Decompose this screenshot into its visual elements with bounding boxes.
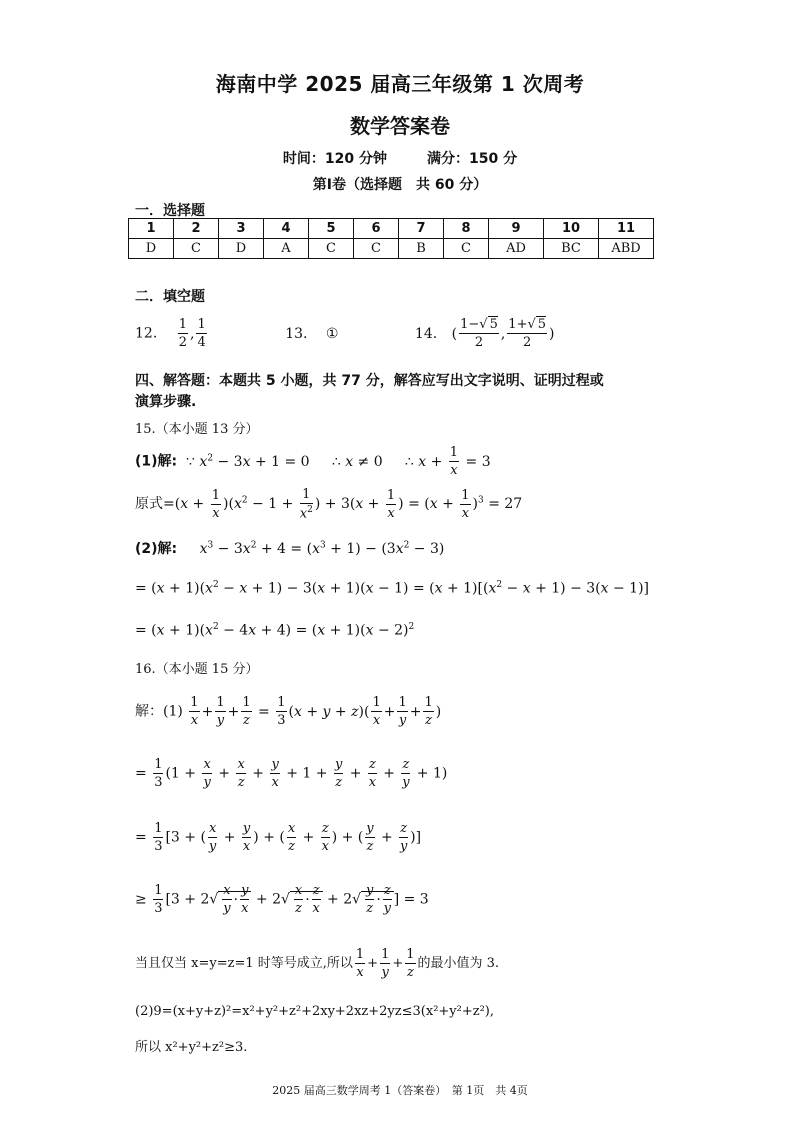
q16-equality-line: 当且仅当 x=y=z=1 时等号成立,所以 $\frac{1}{x}$ + $\frac{1}{y}$ + $\frac{1}{z}$ 的最小值为 3. — [135, 947, 500, 980]
q13-answer: ① — [325, 325, 339, 342]
q16-step-2: = $\frac{1}{3}$ (1 + $\frac{x}{y}$ + $\frac{x}{z}$ + $\frac{y}{x}$ + 1 + $\frac{y}{z}$ + $\frac{z}{x}$ + $\frac{z}{y}$ + 1) — [135, 757, 448, 790]
q15-label: 15.（本小题 13 分） — [135, 422, 259, 437]
q16-step-1 — [135, 696, 441, 727]
q12-answer: $\frac{1}{2}$ , $\frac{1}{4}$ — [178, 317, 206, 350]
q-number: 3 — [219, 219, 264, 239]
section-choice-heading: 一．选择题 — [135, 203, 205, 219]
q15-part2-tag: (2)解: — [135, 541, 178, 557]
q15-original-math: (x + $\frac{1}{x}$ )($x^2 - 1$ + $\frac{1}{x^2}$ ) + 3(x + $\frac{1}{x}$ ) = (x + $\frac{1}{x}$ )$^3$ = 27 — [174, 487, 523, 522]
q15-part2-math: $x^3 - 3x^2 + 4 = (x^3 + 1) - (3x^2 - 3)$ — [199, 540, 445, 557]
q13-label: 13. — [285, 325, 308, 342]
q-answer: C — [309, 239, 354, 259]
q15-part1-line — [135, 446, 491, 477]
q15-step-2: = $(x + 1)(x^2 - x + 1) - 3(x + 1)(x - 1) = (x + 1)[(x^2 - x + 1) - 3(x - 1)]$ — [135, 580, 649, 597]
section-fill-heading: 二．填空题 — [135, 289, 205, 305]
q-number: 1 — [129, 219, 174, 239]
exam-time: 时间：120 分钟 — [282, 151, 387, 167]
answer-row — [129, 239, 654, 259]
choice-answer-table — [128, 218, 654, 259]
q-number: 8 — [444, 219, 489, 239]
exam-info — [0, 148, 800, 168]
q-number: 6 — [354, 219, 399, 239]
page-footer: 2025 届高三数学周考 1（答案卷） 第 1页 共 4页 — [272, 1084, 528, 1097]
q15-original-label: 原式= — [135, 496, 175, 513]
q16-part2-conclusion: 所以 x²+y²+z²≥3. — [135, 1040, 248, 1055]
q-answer: D — [219, 239, 264, 259]
q15-original-line — [135, 488, 522, 520]
q14-answer: ( $\frac{1-√ 5}{2}$ , $\frac{1+√ 5}{2}$ ) — [451, 317, 555, 350]
exam-subtitle: 数学答案卷 — [350, 114, 450, 138]
q15-part1-math: ∵ $x^2 - 3x + 1 = 0$ ∴ x ≠ 0 ∴ x + $\frac{1}{x}$ = 3 — [181, 445, 491, 478]
section-solution-heading-1: 四、解答题：本题共 5 小题，共 77 分，解答应写出文字说明、证明过程或 — [135, 373, 604, 389]
q-answer: AD — [489, 239, 544, 259]
q16-step-3: = $\frac{1}{3}$ [3 + ( $\frac{x}{y}$ + $\frac{y}{x}$ ) + ( $\frac{x}{z}$ + $\frac{z}{x}$ ) + ( $\frac{y}{z}$ + $\frac{z}{y}$ )] — [135, 821, 422, 854]
question-number-row — [129, 219, 654, 239]
section-solution-heading-2: 演算步骤. — [135, 394, 197, 410]
q-number: 2 — [174, 219, 219, 239]
q12-label: 12. — [135, 325, 158, 342]
q-answer: C — [444, 239, 489, 259]
q16-part2-line: (2)9=(x+y+z)²=x²+y²+z²+2xy+2xz+2yz≤3(x²+y²+z²), — [135, 1004, 495, 1019]
q15-part1-tag: (1)解: — [135, 453, 178, 470]
fill-answers-line — [135, 318, 555, 349]
q16-label: 16.（本小题 15 分） — [135, 662, 259, 677]
q14-label: 14. — [414, 325, 438, 342]
exam-title: 海南中学 2025 届高三年级第 1 次周考 — [215, 72, 585, 96]
q-number: 5 — [309, 219, 354, 239]
q-answer: A — [264, 239, 309, 259]
q-number: 7 — [399, 219, 444, 239]
q-answer: C — [354, 239, 399, 259]
q16-step-4: ≥ $\frac{1}{3}$ [3 + 2√ $\frac{x}{y}$ · $\frac{y}{x}$ + 2√ $\frac{x}{z}$ · $\frac{z}{x}$ + 2√ $\frac{y}{z}$ · $\frac{z}{y}$ ] = 3 — [135, 883, 429, 916]
q-number: 10 — [544, 219, 599, 239]
q-number: 11 — [599, 219, 654, 239]
q16-min-text: 的最小值为 3. — [417, 956, 500, 971]
q16-equality-text: 当且仅当 x=y=z=1 时等号成立,所以 — [135, 956, 353, 971]
q-answer: B — [399, 239, 444, 259]
q-answer: C — [174, 239, 219, 259]
q16-step-1-math: $\frac{1}{x}$ + $\frac{1}{y}$ + $\frac{1}{z}$ = $\frac{1}{3}$ (x + y + z)( $\frac{1}{x}$ + $\frac{1}{y}$ + $\frac{1}{z}$ ) — [190, 695, 442, 728]
q15-step-3: = $(x + 1)(x^2 - 4x + 4) = (x + 1)(x - 2)^2$ — [135, 622, 415, 639]
q-answer: BC — [544, 239, 599, 259]
q15-part2-line — [135, 538, 444, 558]
q16-start: 解：(1) — [135, 703, 183, 720]
exam-score: 满分：150 分 — [427, 151, 518, 167]
q-number: 4 — [264, 219, 309, 239]
q-number: 9 — [489, 219, 544, 239]
q-answer: ABD — [599, 239, 654, 259]
q-answer: D — [129, 239, 174, 259]
part-one-title: 第Ⅰ卷（选择题 共 60 分） — [312, 177, 488, 193]
